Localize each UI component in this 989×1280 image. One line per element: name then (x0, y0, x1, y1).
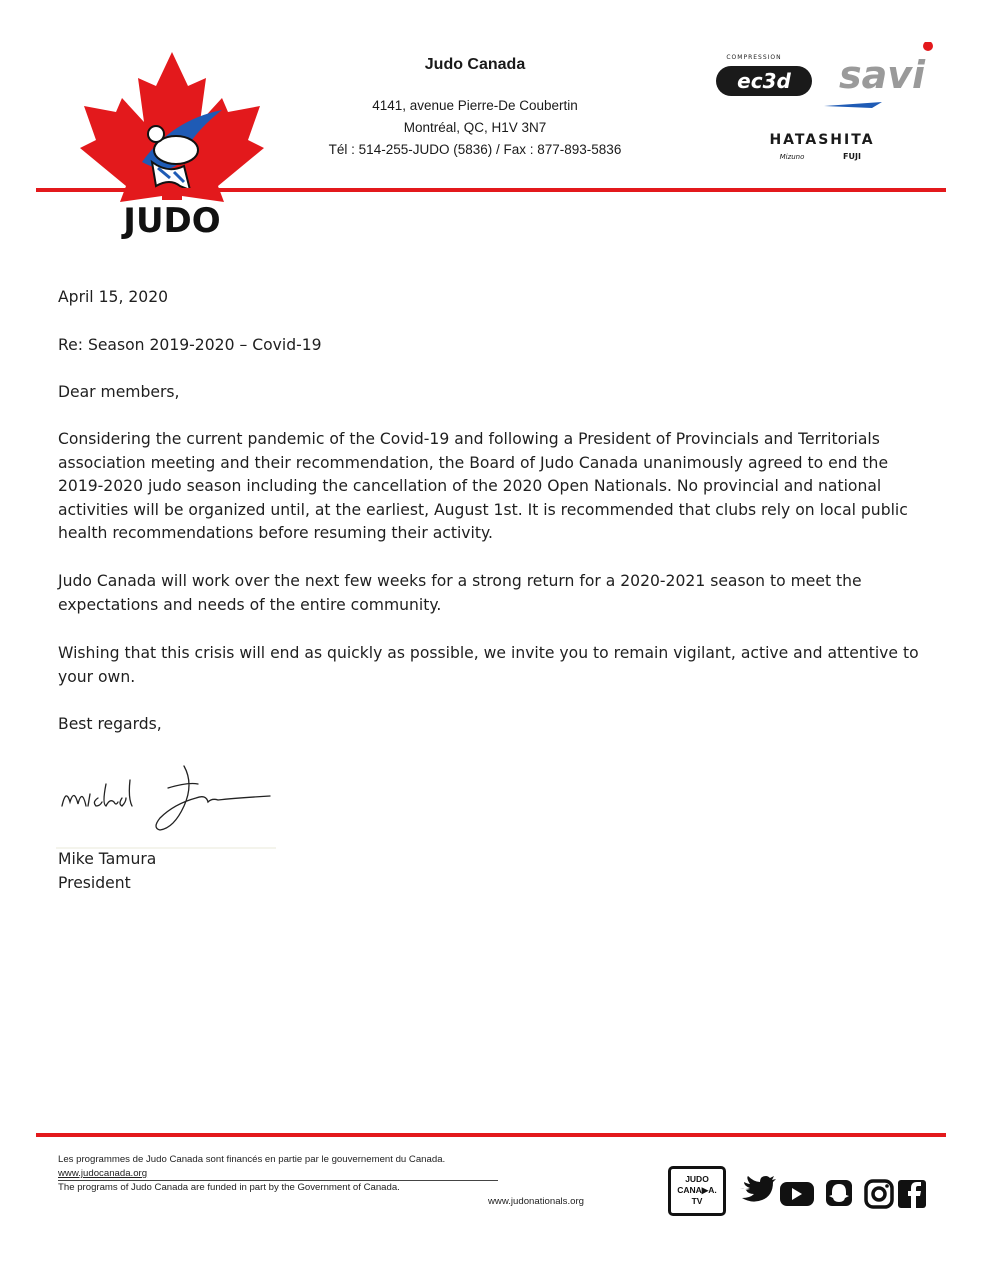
twitter-icon[interactable] (740, 1176, 776, 1202)
header-divider (36, 188, 946, 192)
salutation: Dear members, (58, 383, 180, 401)
savi-logo: savi (838, 53, 926, 97)
signer-name: Mike Tamura (58, 850, 157, 868)
org-name: Judo Canada (424, 56, 526, 73)
facebook-icon[interactable] (898, 1180, 926, 1208)
paragraph-3: Wishing that this crisis will end as quickly as possible, we invite you to remain vigilant, active and attentive to your own. (58, 644, 919, 686)
tv-badge-line-2: CANA▶A. (677, 1185, 717, 1195)
address-line-1: 4141, avenue Pierre-De Coubertin (372, 98, 578, 113)
funding-note-en: The programs of Judo Canada are funded in part by the Government of Canada. (58, 1182, 400, 1193)
mizuno-logo: Mizuno (779, 153, 805, 161)
letter-subject: Re: Season 2019-2020 – Covid-19 (58, 336, 322, 354)
hatashita-logo: HATASHITA (769, 132, 875, 148)
contact-line: Tél : 514-255-JUDO (5836) / Fax : 877-893-5836 (328, 142, 622, 157)
sponsor-logos (712, 42, 942, 167)
tv-badge-line-1: JUDO (685, 1174, 709, 1184)
closing: Best regards, (58, 715, 162, 733)
paragraph-1: Considering the current pandemic of the Covid-19 and following a President of Provincials and Territorials association meeting and their recommendation, the Board of Judo Canada unanimously agreed to end the 2019-2020 judo season including the cancellation of the 2020 Open Nationals. No provincial and national activities will be organized until, at the earliest, August 1st. It is recommended that clubs rely on local public health recommendations before resuming their activity. (58, 430, 908, 542)
funding-note-fr: Les programmes de Judo Canada sont financés en partie par le gouvernement du Canada. (58, 1154, 446, 1165)
judo-canada-tv-badge[interactable] (668, 1166, 726, 1216)
letter-date: April 15, 2020 (58, 288, 169, 306)
footer-divider (36, 1133, 946, 1137)
signature (56, 758, 280, 850)
instagram-icon[interactable] (866, 1181, 892, 1207)
snapchat-icon[interactable] (826, 1180, 852, 1206)
ec3d-logo: ec3d (737, 69, 791, 93)
tv-badge-line-3: TV (691, 1196, 703, 1206)
address-line-2: Montréal, QC, H1V 3N7 (403, 120, 547, 135)
fuji-logo: FUJI (843, 152, 861, 161)
website-link[interactable]: www.judocanada.org (58, 1168, 148, 1179)
logo-wordmark: JUDO (123, 201, 221, 240)
footer-underline (58, 1180, 498, 1181)
paragraph-2: Judo Canada will work over the next few weeks for a strong return for a 2020-2021 season to meet the expectations and needs of the entire community. (58, 572, 862, 614)
social-icons (738, 1176, 928, 1210)
judo-canada-logo (72, 50, 272, 240)
nationals-link[interactable]: www.judonationals.org (488, 1196, 584, 1207)
compression-label: COMPRESSION (726, 54, 782, 61)
youtube-icon[interactable] (780, 1182, 814, 1206)
signer-title: President (58, 874, 131, 892)
